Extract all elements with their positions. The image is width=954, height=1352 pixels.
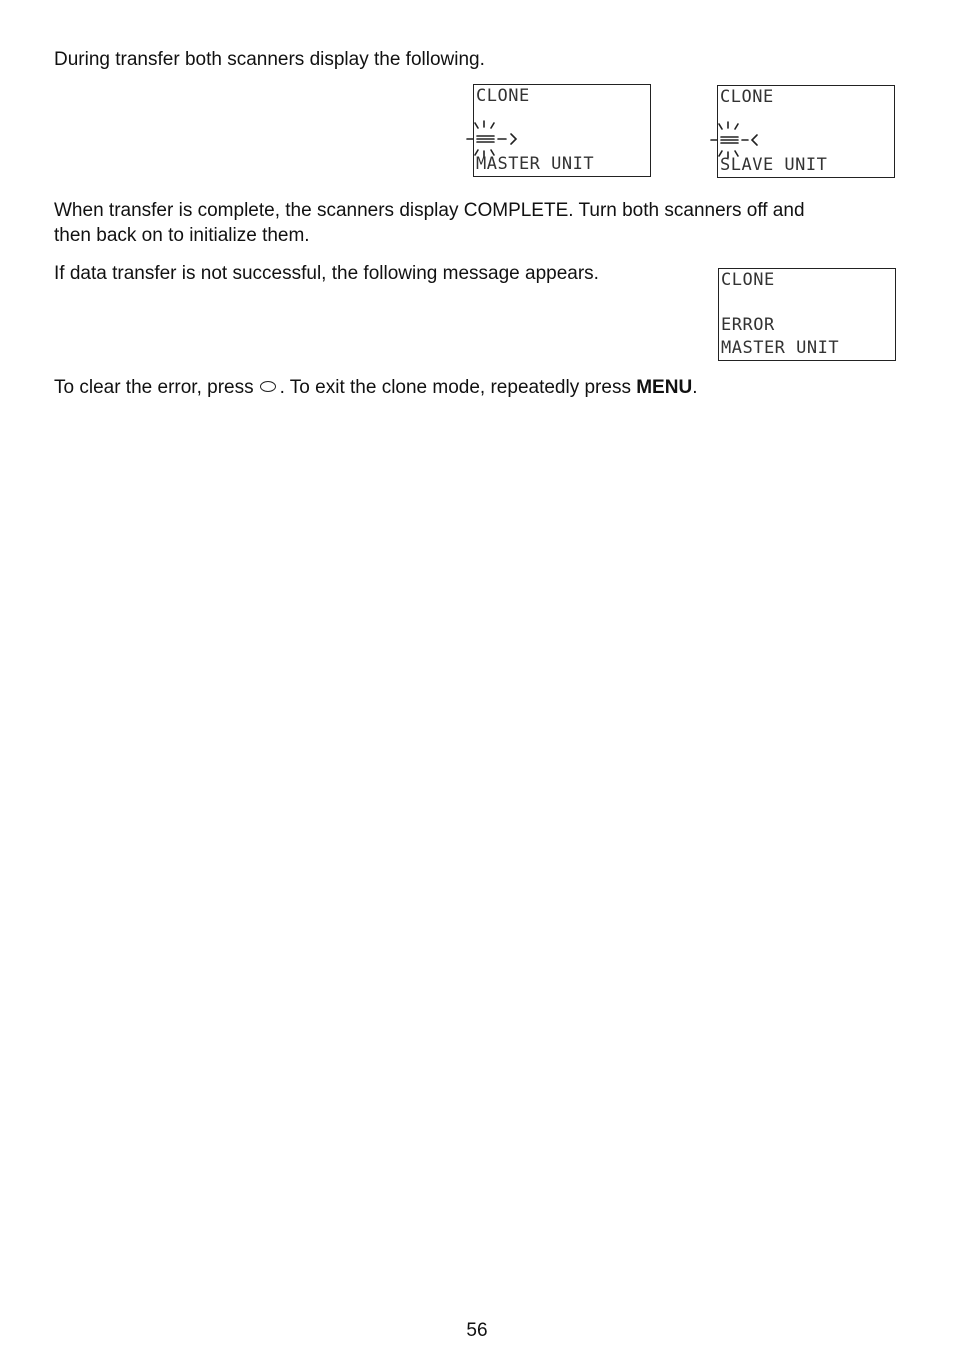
clear-error-text-start: To clear the error, press bbox=[54, 377, 254, 398]
master-unit-display bbox=[473, 84, 651, 177]
transfer-complete-line2: then back on to initialize them. bbox=[54, 225, 310, 246]
clear-error-text-middle: . To exit the clone mode, repeatedly press bbox=[279, 377, 631, 398]
slave-unit-display bbox=[717, 85, 895, 178]
transfer-complete-text bbox=[54, 198, 805, 248]
page-number: 56 bbox=[466, 1320, 488, 1341]
error-display-line3: ERROR bbox=[721, 315, 775, 335]
master-display-line3: MASTER UNIT bbox=[476, 154, 595, 174]
oval-key-icon bbox=[260, 381, 276, 392]
menu-key-label: MENU bbox=[636, 377, 693, 398]
slave-display-line1: CLONE bbox=[720, 87, 774, 107]
error-display-line1: CLONE bbox=[721, 270, 775, 290]
master-display-line1: CLONE bbox=[476, 86, 530, 106]
transfer-complete-line1: When transfer is complete, the scanners display COMPLETE. Turn both scanners off and bbox=[54, 200, 805, 221]
clear-error-text-end: . bbox=[692, 377, 698, 398]
transfer-failed-text: If data transfer is not successful, the following message appears. bbox=[54, 263, 599, 284]
clear-error-text bbox=[54, 375, 697, 400]
slave-display-line3: SLAVE UNIT bbox=[720, 155, 828, 175]
during-transfer-text: During transfer both scanners display the following. bbox=[54, 49, 485, 70]
error-display-line4: MASTER UNIT bbox=[721, 338, 840, 358]
error-display bbox=[718, 268, 896, 361]
